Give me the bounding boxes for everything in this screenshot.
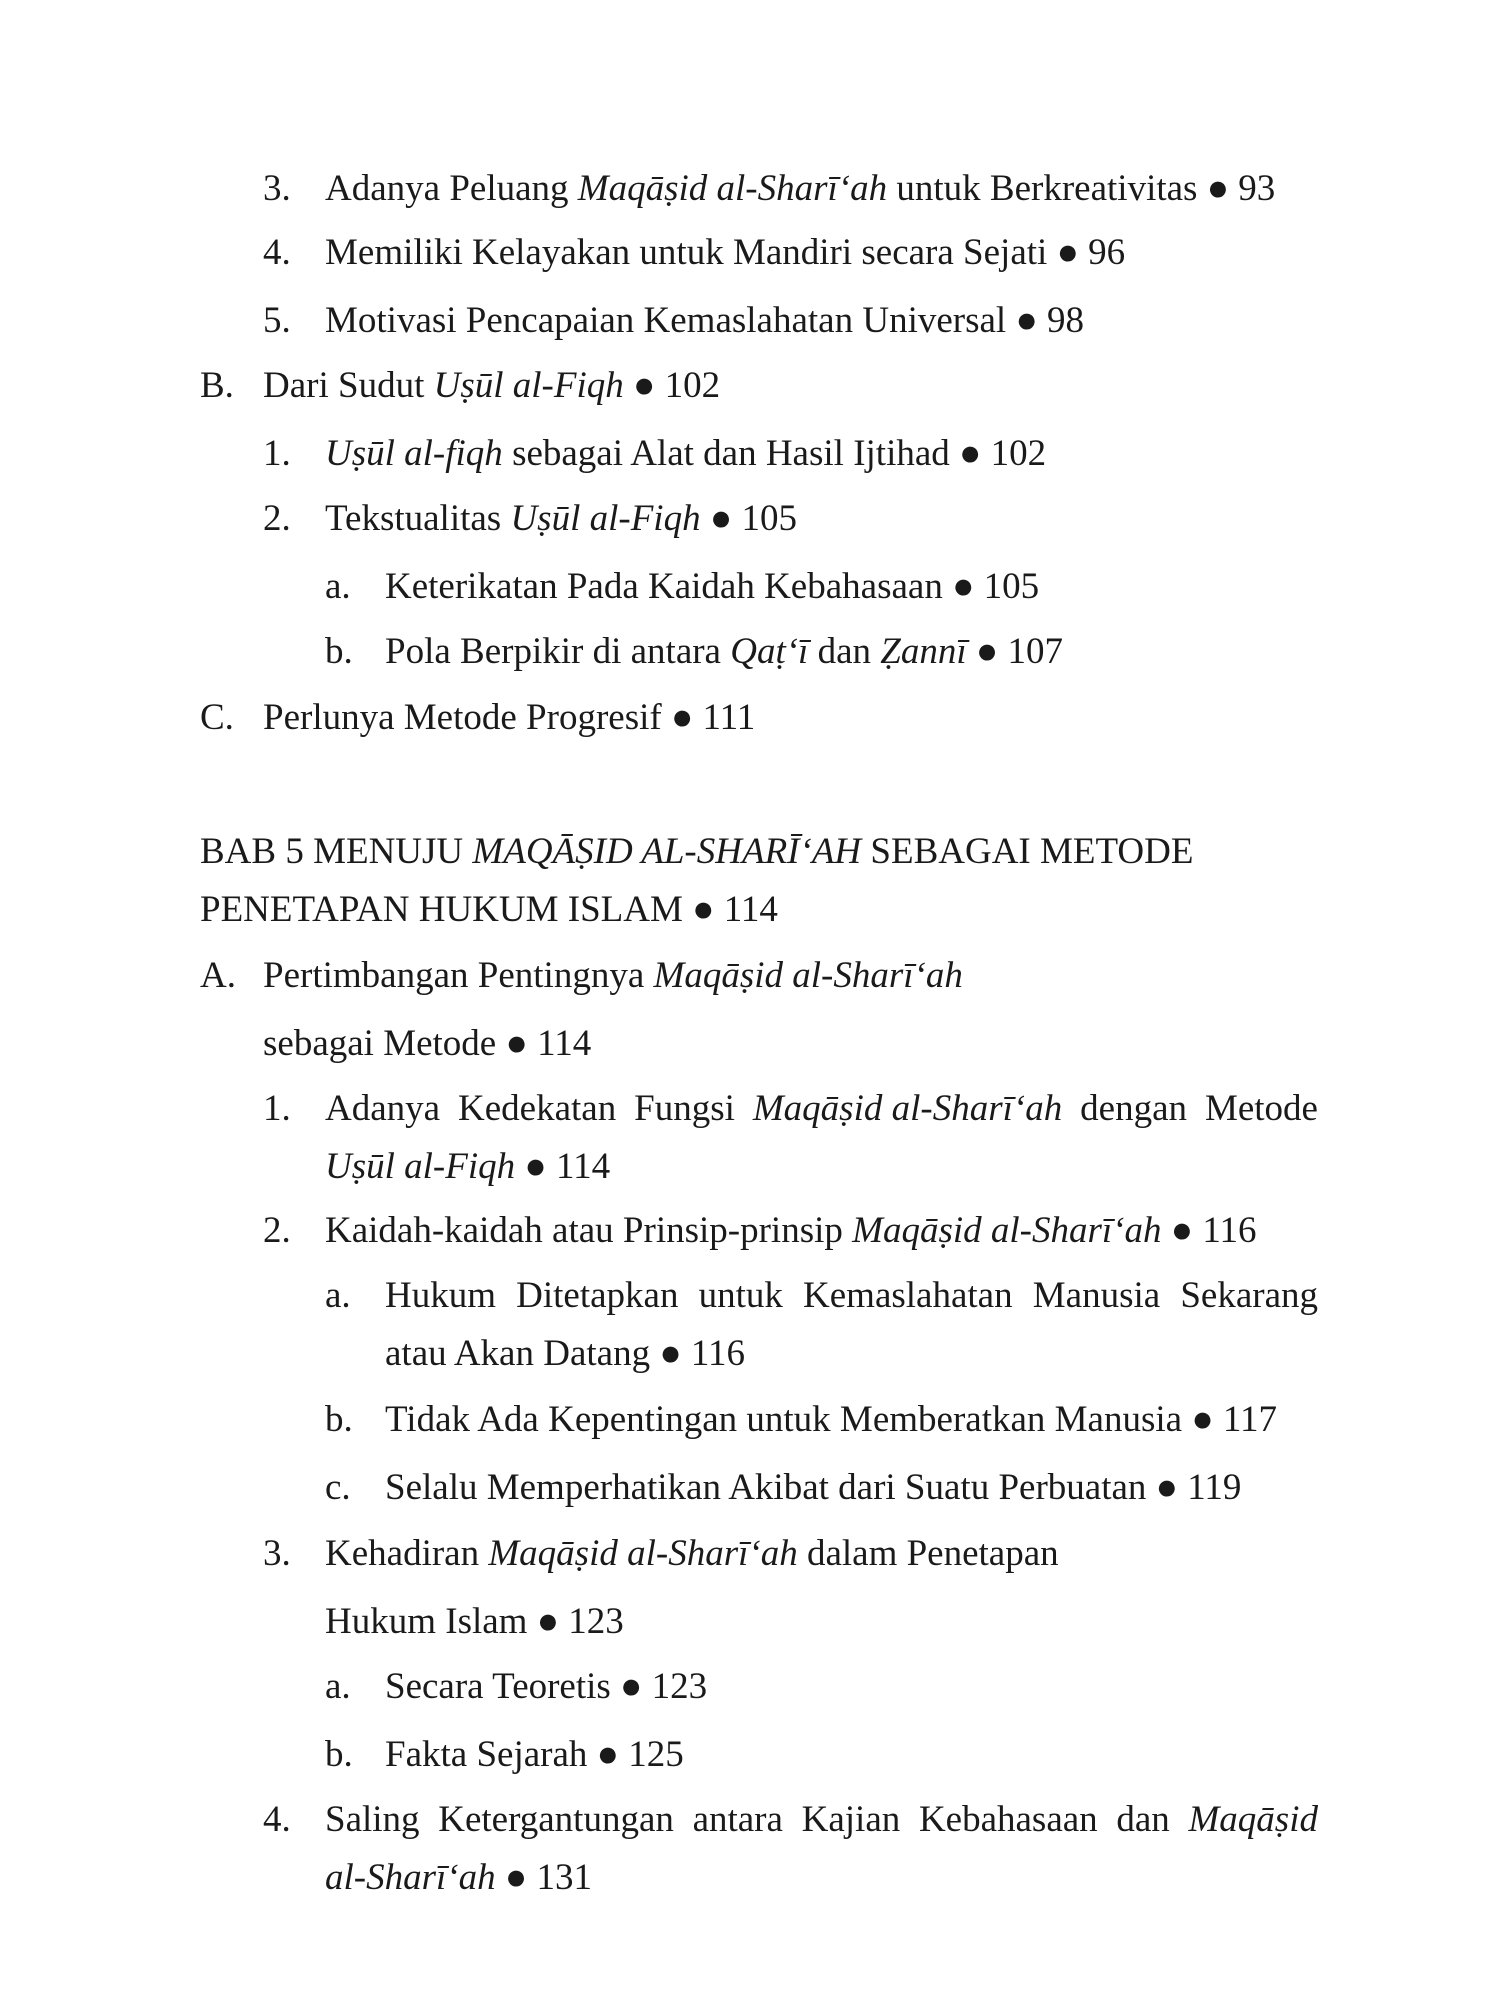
subentry-title: Pola Berpikir di antara Qaṭ‘ī dan Ẓannī ● 107 xyxy=(385,631,1063,672)
entry-title: Adanya Peluang Maqāṣid al-Sharī‘ah untuk Berkreativitas ● 93 xyxy=(325,168,1276,209)
subentry-title-cont: atau Akan Datang ● 116 xyxy=(385,1333,746,1374)
section-title: Pertimbangan Pentingnya Maqāṣid al-Sharī‘ah xyxy=(263,955,963,996)
entry-title: Adanya Kedekatan Fungsi Maqāṣid al-Sharī‘ah dengan Metode xyxy=(325,1088,1318,1129)
sub-letter: a. xyxy=(325,566,351,607)
subentry-title: Fakta Sejarah ● 125 xyxy=(385,1734,684,1775)
entry-title-cont: al-Sharī‘ah ● 131 xyxy=(325,1857,592,1898)
item-number: 2. xyxy=(263,498,291,539)
section-title: Perlunya Metode Progresif ● 111 xyxy=(263,697,756,738)
item-number: 4. xyxy=(263,1799,291,1840)
subentry-title: Tidak Ada Kepentingan untuk Memberatkan Manusia ● 117 xyxy=(385,1399,1278,1440)
entry-title: Motivasi Pencapaian Kemaslahatan Universal ● 98 xyxy=(325,300,1085,341)
entry-title: Tekstualitas Uṣūl al-Fiqh ● 105 xyxy=(325,498,797,539)
item-number: 4. xyxy=(263,232,291,273)
sub-letter: b. xyxy=(325,1399,353,1440)
section-letter: A. xyxy=(200,955,236,996)
sub-letter: b. xyxy=(325,1734,353,1775)
entry-title: Memiliki Kelayakan untuk Mandiri secara Sejati ● 96 xyxy=(325,232,1126,273)
subentry-title: Secara Teoretis ● 123 xyxy=(385,1666,708,1707)
chapter-heading-line2[interactable]: PENETAPAN HUKUM ISLAM ● 114 xyxy=(200,889,778,930)
item-number: 5. xyxy=(263,300,291,341)
entry-title: Kaidah-kaidah atau Prinsip-prinsip Maqāṣid al-Sharī‘ah ● 116 xyxy=(325,1210,1257,1251)
section-letter: C. xyxy=(200,697,234,738)
sub-letter: a. xyxy=(325,1666,351,1707)
entry-title-cont: Hukum Islam ● 123 xyxy=(325,1601,624,1642)
section-title: Dari Sudut Uṣūl al-Fiqh ● 102 xyxy=(263,365,721,406)
item-number: 2. xyxy=(263,1210,291,1251)
subentry-title: Selalu Memperhatikan Akibat dari Suatu Perbuatan ● 119 xyxy=(385,1467,1242,1508)
section-letter: B. xyxy=(200,365,234,406)
item-number: 3. xyxy=(263,168,291,209)
entry-title: Uṣūl al-fiqh sebagai Alat dan Hasil Ijtihad ● 102 xyxy=(325,433,1047,474)
section-title-cont: sebagai Metode ● 114 xyxy=(263,1023,592,1064)
item-number: 3. xyxy=(263,1533,291,1574)
subentry-title: Hukum Ditetapkan untuk Kemaslahatan Manusia Sekarang xyxy=(385,1275,1318,1316)
sub-letter: c. xyxy=(325,1467,351,1508)
entry-title-cont: Uṣūl al-Fiqh ● 114 xyxy=(325,1146,611,1187)
sub-letter: a. xyxy=(325,1275,351,1316)
item-number: 1. xyxy=(263,433,291,474)
subentry-title: Keterikatan Pada Kaidah Kebahasaan ● 105 xyxy=(385,566,1040,607)
item-number: 1. xyxy=(263,1088,291,1129)
chapter-heading[interactable]: BAB 5 MENUJU MAQĀṢID AL-SHARĪ‘AH SEBAGAI METODE xyxy=(200,831,1194,872)
sub-letter: b. xyxy=(325,631,353,672)
entry-title: Saling Ketergantungan antara Kajian Kebahasaan dan Maqāṣid xyxy=(325,1799,1318,1840)
entry-title: Kehadiran Maqāṣid al-Sharī‘ah dalam Penetapan xyxy=(325,1533,1059,1574)
